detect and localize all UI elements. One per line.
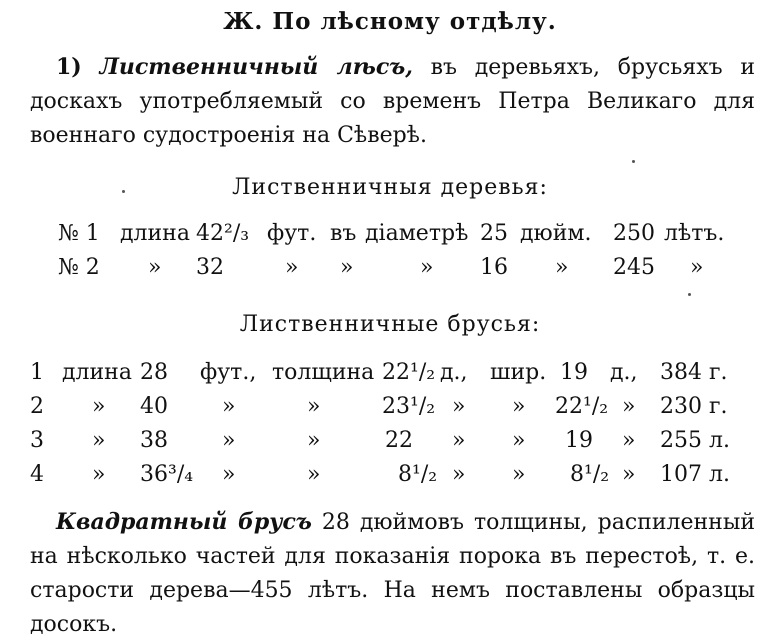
beam-width: 8¹/₂ [570, 462, 610, 487]
beams-row-2 [0, 391, 780, 423]
beam-width: 19 [560, 360, 588, 385]
beam-number: 4 [30, 462, 44, 487]
beam-width-label: » [512, 394, 526, 419]
tree-length: 32 [196, 255, 224, 280]
item-title: Лиственничный лѣсъ, [99, 54, 413, 80]
item-description: 28 дюймовъ толщины, распиленный на нѣсколько частей для показанія порока въ перестоѣ, т. е. старости дерева—455 лѣтъ. На немъ поставлены образцы досокъ. [30, 510, 755, 637]
trees-row-1 [0, 218, 780, 250]
scan-speck [122, 190, 125, 193]
scan-speck [632, 160, 635, 163]
beam-width-label: шир. [490, 360, 547, 385]
tree-length: 42²/₃ [196, 221, 250, 246]
beam-thickness: 22¹/₂ [382, 360, 436, 385]
beam-thickness-label: » [307, 394, 321, 419]
beam-length-label: » [92, 394, 106, 419]
beam-age: 107 л. [660, 462, 730, 487]
beams-subheading: Лиственничные брусья: [239, 312, 541, 337]
beam-width-label: » [512, 428, 526, 453]
beam-thickness: 22 [385, 428, 413, 453]
beam-width-unit: » [622, 428, 636, 453]
beam-thickness: 23¹/₂ [382, 394, 436, 419]
scan-speck [688, 293, 691, 296]
tree-prep: въ [330, 221, 357, 246]
beam-length-label: длина [62, 360, 132, 385]
beam-thickness-unit: » [452, 428, 466, 453]
tree-age-unit: лѣтъ. [664, 221, 725, 246]
beam-width-unit: » [622, 462, 636, 487]
beams-row-4 [0, 459, 780, 491]
paragraph-square-beam [30, 505, 755, 642]
tree-length-label: длина [120, 221, 190, 246]
section-heading: Ж. По лѣсному отдѣлу. [223, 8, 557, 35]
tree-length-unit: фут. [267, 221, 317, 246]
beam-age: 255 л. [660, 428, 730, 453]
beam-width: 22¹/₂ [555, 394, 609, 419]
tree-length-label: » [148, 255, 162, 280]
beam-thickness-label: толщина [272, 360, 375, 385]
tree-diameter-label: » [420, 255, 434, 280]
beam-length: 40 [140, 394, 168, 419]
paragraph-larch [30, 50, 755, 153]
beam-thickness-label: » [307, 462, 321, 487]
beam-number: 2 [30, 394, 44, 419]
beam-length-unit: » [222, 394, 236, 419]
item-description: въ деревьяхъ, брусьяхъ и доскахъ употребляемый со временъ Петра Великаго для военнаго судостроенія на Сѣверѣ. [30, 55, 756, 148]
beam-length-label: » [92, 462, 106, 487]
tree-age: 250 [613, 221, 655, 246]
tree-length-unit: » [285, 255, 299, 280]
beam-length: 28 [140, 360, 168, 385]
beam-thickness-unit: д., [440, 360, 468, 385]
beam-age: 384 г. [660, 360, 728, 385]
beam-age: 230 г. [660, 394, 728, 419]
beam-width-label: » [512, 462, 526, 487]
beam-length-label: » [92, 428, 106, 453]
tree-diameter-unit: дюйм. [520, 221, 592, 246]
beam-thickness: 8¹/₂ [398, 462, 438, 487]
beam-thickness-unit: » [452, 462, 466, 487]
tree-diameter-label: діаметрѣ [365, 221, 469, 246]
trees-subheading: Лиственничныя деревья: [232, 175, 548, 200]
beams-row-1 [0, 357, 780, 389]
tree-age-unit: » [690, 255, 704, 280]
beam-length: 38 [140, 428, 168, 453]
tree-diameter: 16 [480, 255, 508, 280]
beam-number: 1 [30, 360, 44, 385]
beam-length-unit: фут., [200, 360, 257, 385]
tree-diameter-unit: » [555, 255, 569, 280]
tree-number: № 1 [58, 221, 100, 246]
beam-number: 3 [30, 428, 44, 453]
item-number: 1) [56, 54, 82, 80]
tree-prep: » [340, 255, 354, 280]
tree-age: 245 [613, 255, 655, 280]
beam-thickness-label: » [307, 428, 321, 453]
beam-width-unit: д., [610, 360, 638, 385]
beam-width: 19 [565, 428, 593, 453]
beams-row-3 [0, 425, 780, 457]
tree-diameter: 25 [480, 221, 508, 246]
beam-length-unit: » [222, 428, 236, 453]
beam-width-unit: » [622, 394, 636, 419]
trees-row-2 [0, 252, 780, 284]
beam-length-unit: » [222, 462, 236, 487]
beam-thickness-unit: » [452, 394, 466, 419]
tree-number: № 2 [58, 255, 100, 280]
beam-length: 36³/₄ [140, 462, 194, 487]
item-title: Квадратный брусъ [56, 509, 312, 535]
